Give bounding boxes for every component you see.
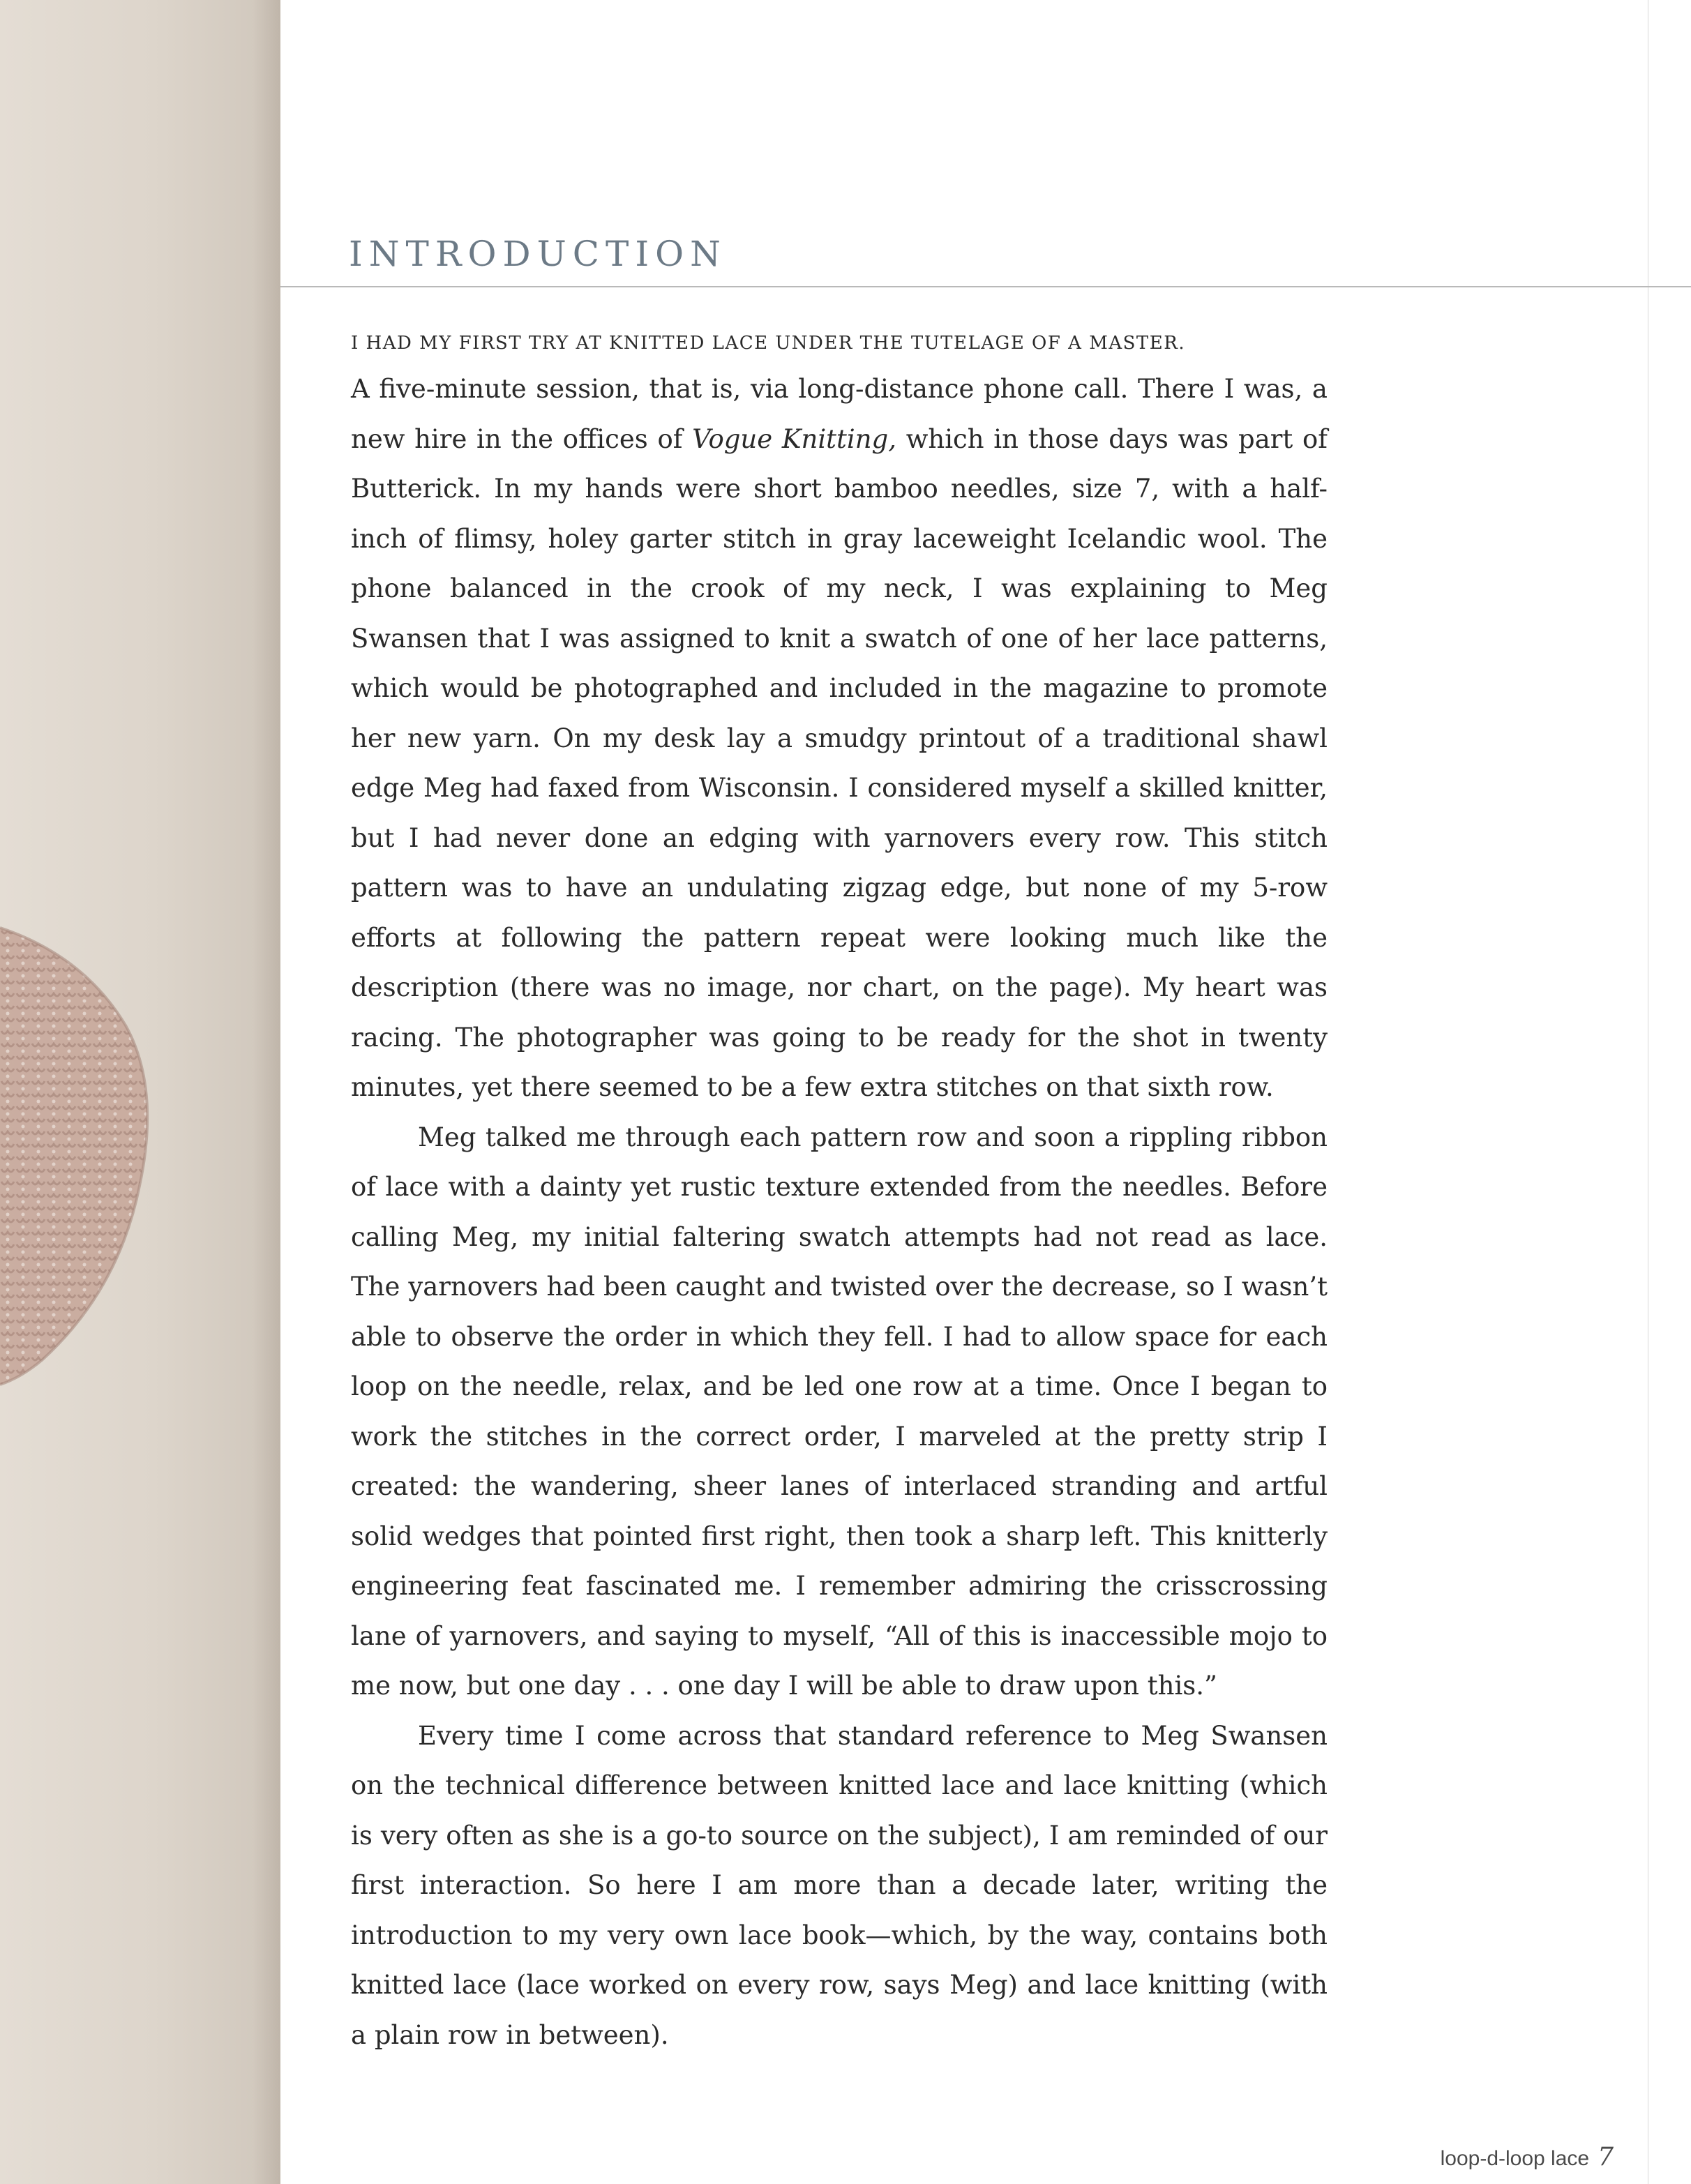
- paragraph-3: Every time I come across that standard reference to Meg Swansen on the technical difference between knitted lace and lace knitting (which is very often as she is a go-to source on the subject), I am reminded of our first interaction. So here I am more than a decade later, writing the introduction to my very own lace book—which, by the way, contains both knitted lace (lace worked on every row, says Meg) and lace knitting (with a plain row in between).: [351, 1720, 1328, 2050]
- paragraph-2: Meg talked me through each pattern row and soon a rippling ribbon of lace with a dainty yet rustic texture extended from the needles. Before calling Meg, my initial faltering swatch attempts had not read as lace. The yarnovers had been caught and twisted over the decrease, so I wasn’t able to observe the order in which they fell. I had to allow space for each loop on the needle, relax, and be led one row at a time. Once I began to work the stitches in the correct order, I marveled at the pretty strip I created: the wandering, sheer lanes of interlaced stranding and artful solid wedges that pointed first right, then took a sharp left. This knitterly engineering feat fascinated me. I remember admiring the crisscrossing lane of yarnovers, and saying to myself, “All of this is inaccessible mojo to me now, but one day . . . one day I will be able to draw upon this.”: [351, 1122, 1328, 1701]
- heading-underline: [280, 286, 1691, 287]
- knitted-lace-photo: [0, 0, 280, 2184]
- introduction-body: [351, 322, 1328, 2060]
- photo-fold-shadow: [253, 0, 280, 2184]
- magazine-title: Vogue Knitting,: [692, 423, 896, 454]
- paragraph-1: [351, 322, 1328, 1113]
- running-title: loop-d-loop lace: [1440, 2147, 1590, 2170]
- paragraph-1-text-b: which in those days was part of Butterick. In my hands were short bamboo needles, size 7, with a half-inch of flimsy, holey garter stitch in gray laceweight Icelandic wool. The phone balanced in the crook of my neck, I was explaining to Meg Swansen that I was assigned to knit a swatch of one of her lace patterns, which would be photographed and included in the magazine to promote her new yarn. On my desk lay a smudgy printout of a traditional shawl edge Meg had faxed from Wisconsin. I considered myself a skilled knitter, but I had never done an edging with yarnovers every row. This stitch pattern was to have an undulating zigzag edge, but none of my 5-row efforts at following the pattern repeat were looking much like the description (there was no image, nor chart, on the page). My heart was racing. The photographer was going to be ready for the shot in twenty minutes, yet there seemed to be a few extra stitches on that sixth row.: [351, 423, 1328, 1102]
- page-footer: [1441, 2143, 1614, 2171]
- page-heading: INTRODUCTION: [349, 234, 727, 274]
- page-number: 7: [1598, 2143, 1614, 2171]
- lead-in-small-caps: I HAD MY FIRST TRY AT KNITTED LACE UNDER THE TUTELAGE OF A MASTER.: [351, 333, 1186, 354]
- paragraph-1-text-a: A five-minute session, that is, via long-distance phone call. There I was, a new hire in the offices of: [351, 374, 1328, 454]
- knit-swatch-illustration: [0, 0, 280, 2184]
